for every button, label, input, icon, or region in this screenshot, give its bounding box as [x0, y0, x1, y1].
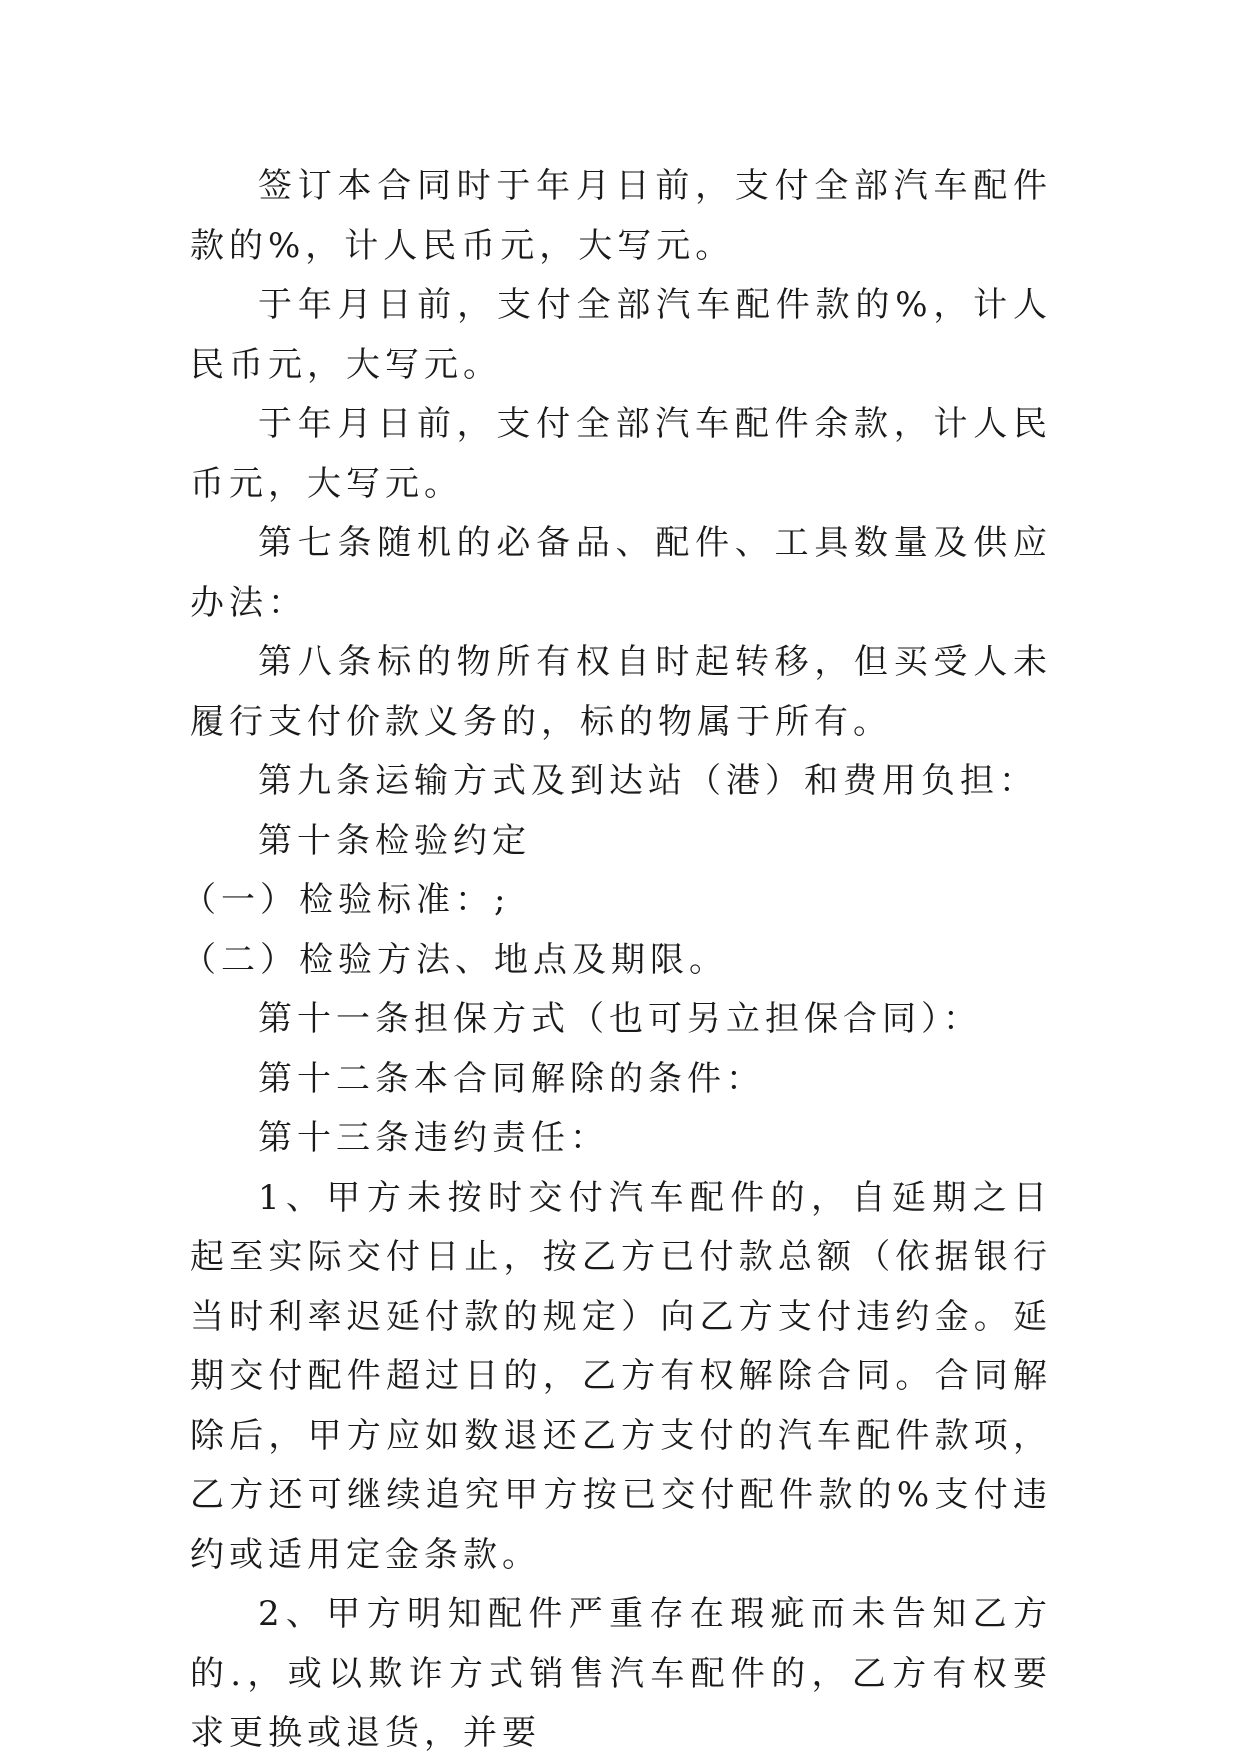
- paragraph-payment-second: 于年月日前，支付全部汽车配件款的%，计人民币元，大写元。: [190, 285, 1052, 385]
- paragraph-article-10: 第十条检验约定: [258, 820, 531, 861]
- paragraph-inspection-standard: （一）检验标准：;: [182, 880, 511, 920]
- paragraph-article-12: 第十二条本合同解除的条件：: [258, 1058, 765, 1099]
- paragraph-article-8: 第八条标的物所有权自时起转移，但买受人未履行支付价款义务的，标的物属于所有。: [190, 642, 1052, 742]
- paragraph-liability-2: 2、甲方明知配件严重存在瑕疵而未告知乙方的.，或以欺诈方式销售汽车配件的，乙方有权要求更换或退货，并要: [190, 1594, 1052, 1753]
- paragraph-article-9: 第九条运输方式及到达站（港）和费用负担：: [258, 761, 1038, 801]
- paragraph-article-13: 第十三条违约责任：: [258, 1118, 609, 1158]
- document-body: [182, 157, 1052, 1764]
- paragraph-article-7: 第七条随机的必备品、配件、工具数量及供应办法：: [190, 523, 1052, 623]
- paragraph-payment-balance: 于年月日前，支付全部汽车配件余款，计人民币元，大写元。: [190, 404, 1052, 504]
- paragraph-payment-first: 签订本合同时于年月日前，支付全部汽车配件款的%，计人民币元，大写元。: [190, 166, 1052, 266]
- paragraph-article-11: 第十一条担保方式（也可另立担保合同）：: [258, 999, 982, 1039]
- paragraph-inspection-method: （二）检验方法、地点及期限。: [182, 939, 728, 980]
- paragraph-liability-1: 1、甲方未按时交付汽车配件的，自延期之日起至实际交付日止，按乙方已付款总额（依据银行当时利率迟延付款的规定）向乙方支付违约金。延期交付配件超过日的，乙方有权解除合同。合同解除后，甲方应如数退还乙方支付的汽车配件款项，乙方还可继续追究甲方按已交付配件款的%支付违约或适用定金条款。: [190, 1177, 1052, 1575]
